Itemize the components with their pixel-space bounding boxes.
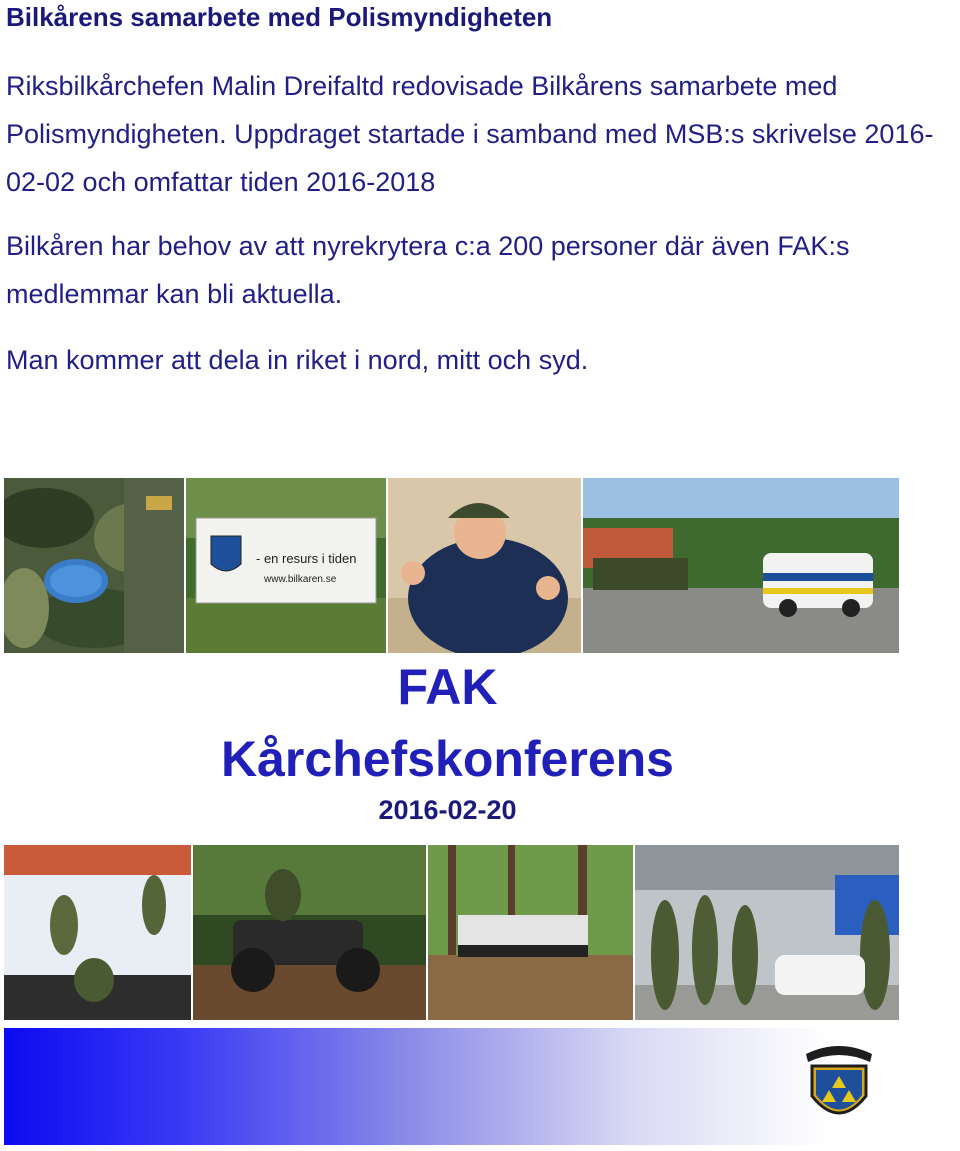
sign-line-text: - en resurs i tiden <box>256 551 357 566</box>
cover-subtitle: Kårchefskonferens <box>221 731 674 787</box>
paragraph-regions: Man kommer att dela in riket i nord, mitt och syd. <box>6 345 589 375</box>
photo-ice-rescue <box>4 845 191 1020</box>
photo-bilkaren-sign <box>186 478 386 653</box>
bilkaren-logo <box>800 1040 878 1126</box>
paragraph-recruitment: Bilkåren har behov av att nyrekrytera c:a 200 personer där även FAK:s medlemmar kan bli aktuella. <box>6 231 850 309</box>
photo-garage-group <box>635 845 899 1020</box>
page-title: Bilkårens samarbete med Polismyndigheten <box>6 2 553 32</box>
photo-atv <box>193 845 426 1020</box>
paragraph-collaboration: Riksbilkårchefen Malin Dreifaltd redovisade Bilkårens samarbete med Polismyndigheten. Uppdraget startade i samband med MSB:s skrivelse 2016-02-02 och omfattar tiden 2016-2018 <box>6 71 934 197</box>
cover-date: 2016-02-20 <box>378 795 517 825</box>
photo-police-vehicles <box>583 478 899 653</box>
sign-url-text: www.bilkaren.se <box>264 574 337 585</box>
photo-forest-vehicle <box>428 845 633 1020</box>
photo-uniform-badge <box>4 478 184 653</box>
photo-thumbs-up <box>388 478 581 653</box>
bottom-gradient-banner <box>4 1028 898 1145</box>
cover-title: FAK <box>397 659 498 715</box>
